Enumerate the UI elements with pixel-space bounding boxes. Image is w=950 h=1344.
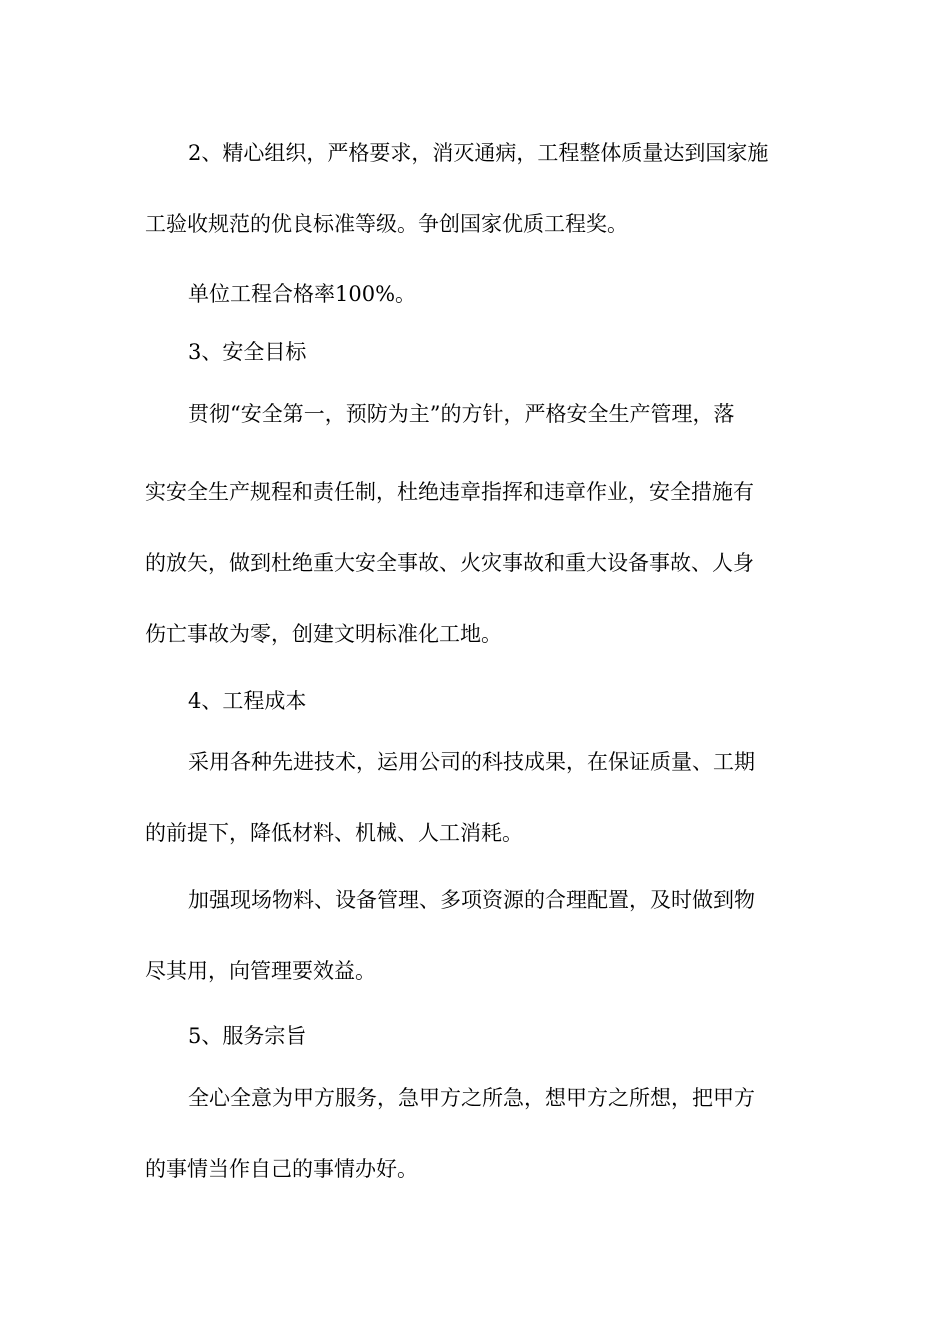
heading-project-cost: 4、工程成本 bbox=[188, 689, 307, 713]
paragraph-service-line-2: 的事情当作自己的事情办好。 bbox=[145, 1157, 418, 1181]
paragraph-quality-line-1: 2、精心组织，严格要求，消灭通病，工程整体质量达到国家施 bbox=[188, 141, 769, 165]
paragraph-cost-line-1: 采用各种先进技术，运用公司的科技成果，在保证质量、工期 bbox=[188, 750, 755, 774]
paragraph-service-line-1: 全心全意为甲方服务，急甲方之所急，想甲方之所想，把甲方 bbox=[188, 1086, 755, 1110]
paragraph-resource-line-1: 加强现场物料、设备管理、多项资源的合理配置，及时做到物 bbox=[188, 888, 755, 912]
paragraph-safety-line-4: 伤亡事故为零，创建文明标准化工地。 bbox=[145, 622, 502, 646]
heading-safety-goal: 3、安全目标 bbox=[188, 340, 307, 364]
paragraph-safety-line-2: 实安全生产规程和责任制，杜绝违章指挥和违章作业，安全措施有 bbox=[145, 480, 754, 504]
heading-service-purpose: 5、服务宗旨 bbox=[188, 1024, 307, 1048]
paragraph-resource-line-2: 尽其用，向管理要效益。 bbox=[145, 959, 376, 983]
paragraph-pass-rate: 单位工程合格率100%。 bbox=[188, 282, 417, 306]
paragraph-safety-line-1: 贯彻“安全第一，预防为主”的方针，严格安全生产管理，落 bbox=[188, 402, 735, 426]
paragraph-quality-line-2: 工验收规范的优良标准等级。争创国家优质工程奖。 bbox=[145, 212, 628, 236]
paragraph-cost-line-2: 的前提下，降低材料、机械、人工消耗。 bbox=[145, 821, 523, 845]
paragraph-safety-line-3: 的放矢，做到杜绝重大安全事故、火灾事故和重大设备事故、人身 bbox=[145, 551, 754, 575]
